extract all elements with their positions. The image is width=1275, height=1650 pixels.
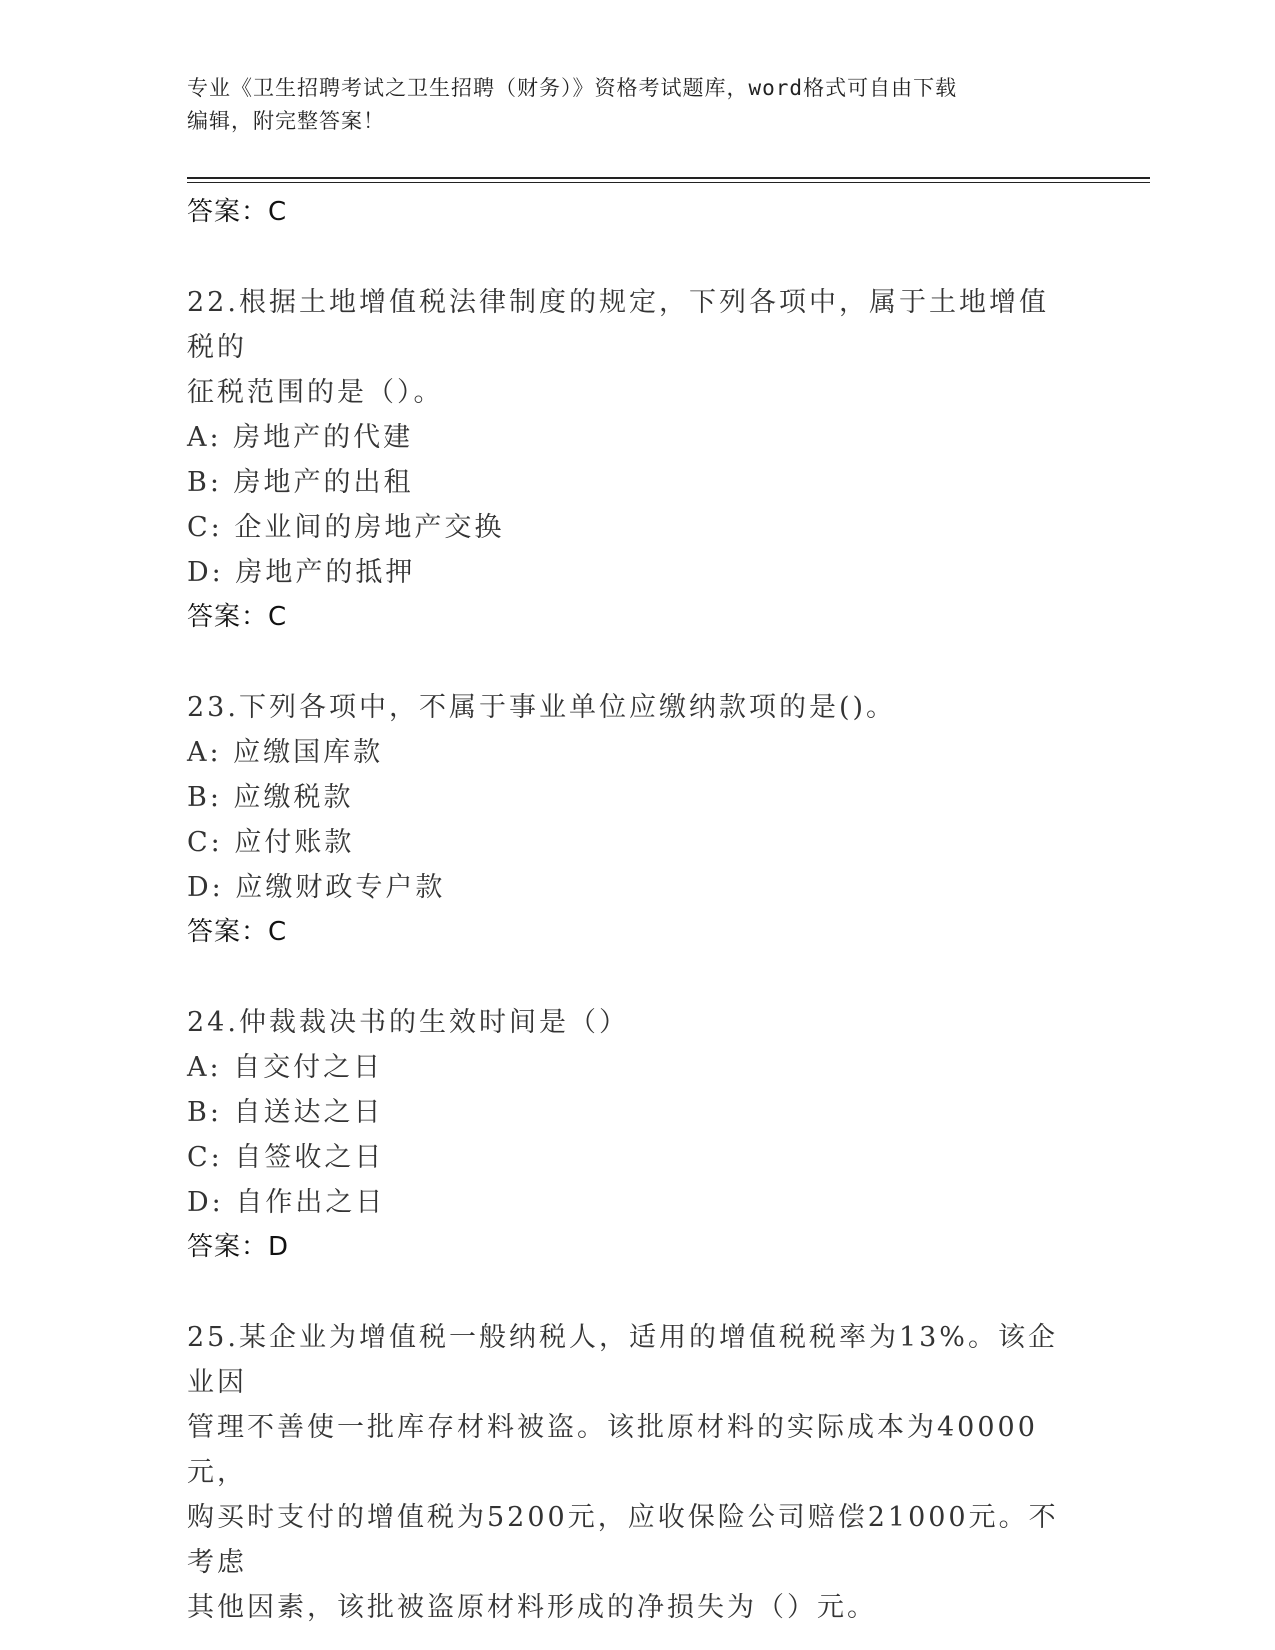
option-a: A: 房地产的代建 <box>187 422 414 453</box>
question-stem-line: 购买时支付的增值税为5200元，应收保险公司赔偿21000元。不考虑 <box>187 1502 1059 1578</box>
option-d: D: 自作出之日 <box>187 1187 386 1218</box>
option-b: B: 自送达之日 <box>187 1097 384 1128</box>
header-line-2: 编辑，附完整答案！ <box>187 109 385 133</box>
answer-line: 答案：C <box>187 917 288 947</box>
question-stem-line: 管理不善使一批库存材料被盗。该批原材料的实际成本为40000元， <box>187 1412 1038 1488</box>
option-b: B: 应缴税款 <box>187 782 354 813</box>
option-d: D: 应缴财政专户款 <box>187 872 446 903</box>
question-stem-line: 征税范围的是（）。 <box>187 377 444 408</box>
answer-line: 答案：D <box>187 1232 290 1262</box>
option-c: C: 应付账款 <box>187 827 355 858</box>
question-stem-line: 23.下列各项中，不属于事业单位应缴纳款项的是()。 <box>187 692 897 723</box>
question-stem-line: 25.某企业为增值税一般纳税人，适用的增值税税率为13%。该企业因 <box>187 1322 1058 1398</box>
option-c: C: 自签收之日 <box>187 1142 385 1173</box>
option-a: A: 应缴国库款 <box>187 737 384 768</box>
header-divider-thick <box>187 177 1150 179</box>
answer-line: 答案：C <box>187 197 288 227</box>
question-23 <box>187 685 1067 955</box>
answer-line: 答案：C <box>187 602 288 632</box>
header-line-1: 专业《卫生招聘考试之卫生招聘（财务）》资格考试题库，word格式可自由下载 <box>187 76 958 100</box>
question-stem-line: 其他因素，该批被盗原材料形成的净损失为（）元。 <box>187 1592 877 1623</box>
option-a: A: 自交付之日 <box>187 1052 384 1083</box>
option-d: D: 房地产的抵押 <box>187 557 416 588</box>
question-24 <box>187 1000 1067 1270</box>
document-header <box>187 72 1067 138</box>
question-list <box>187 190 1067 1630</box>
option-c: C: 企业间的房地产交换 <box>187 512 505 543</box>
question-stem-line: 24.仲裁裁决书的生效时间是（） <box>187 1007 629 1038</box>
question-22 <box>187 280 1067 640</box>
question-25 <box>187 1315 1067 1630</box>
header-divider-thin <box>187 182 1150 183</box>
question-stem-line: 22.根据土地增值税法律制度的规定，下列各项中，属于土地增值税的 <box>187 287 1049 363</box>
option-b: B: 房地产的出租 <box>187 467 414 498</box>
